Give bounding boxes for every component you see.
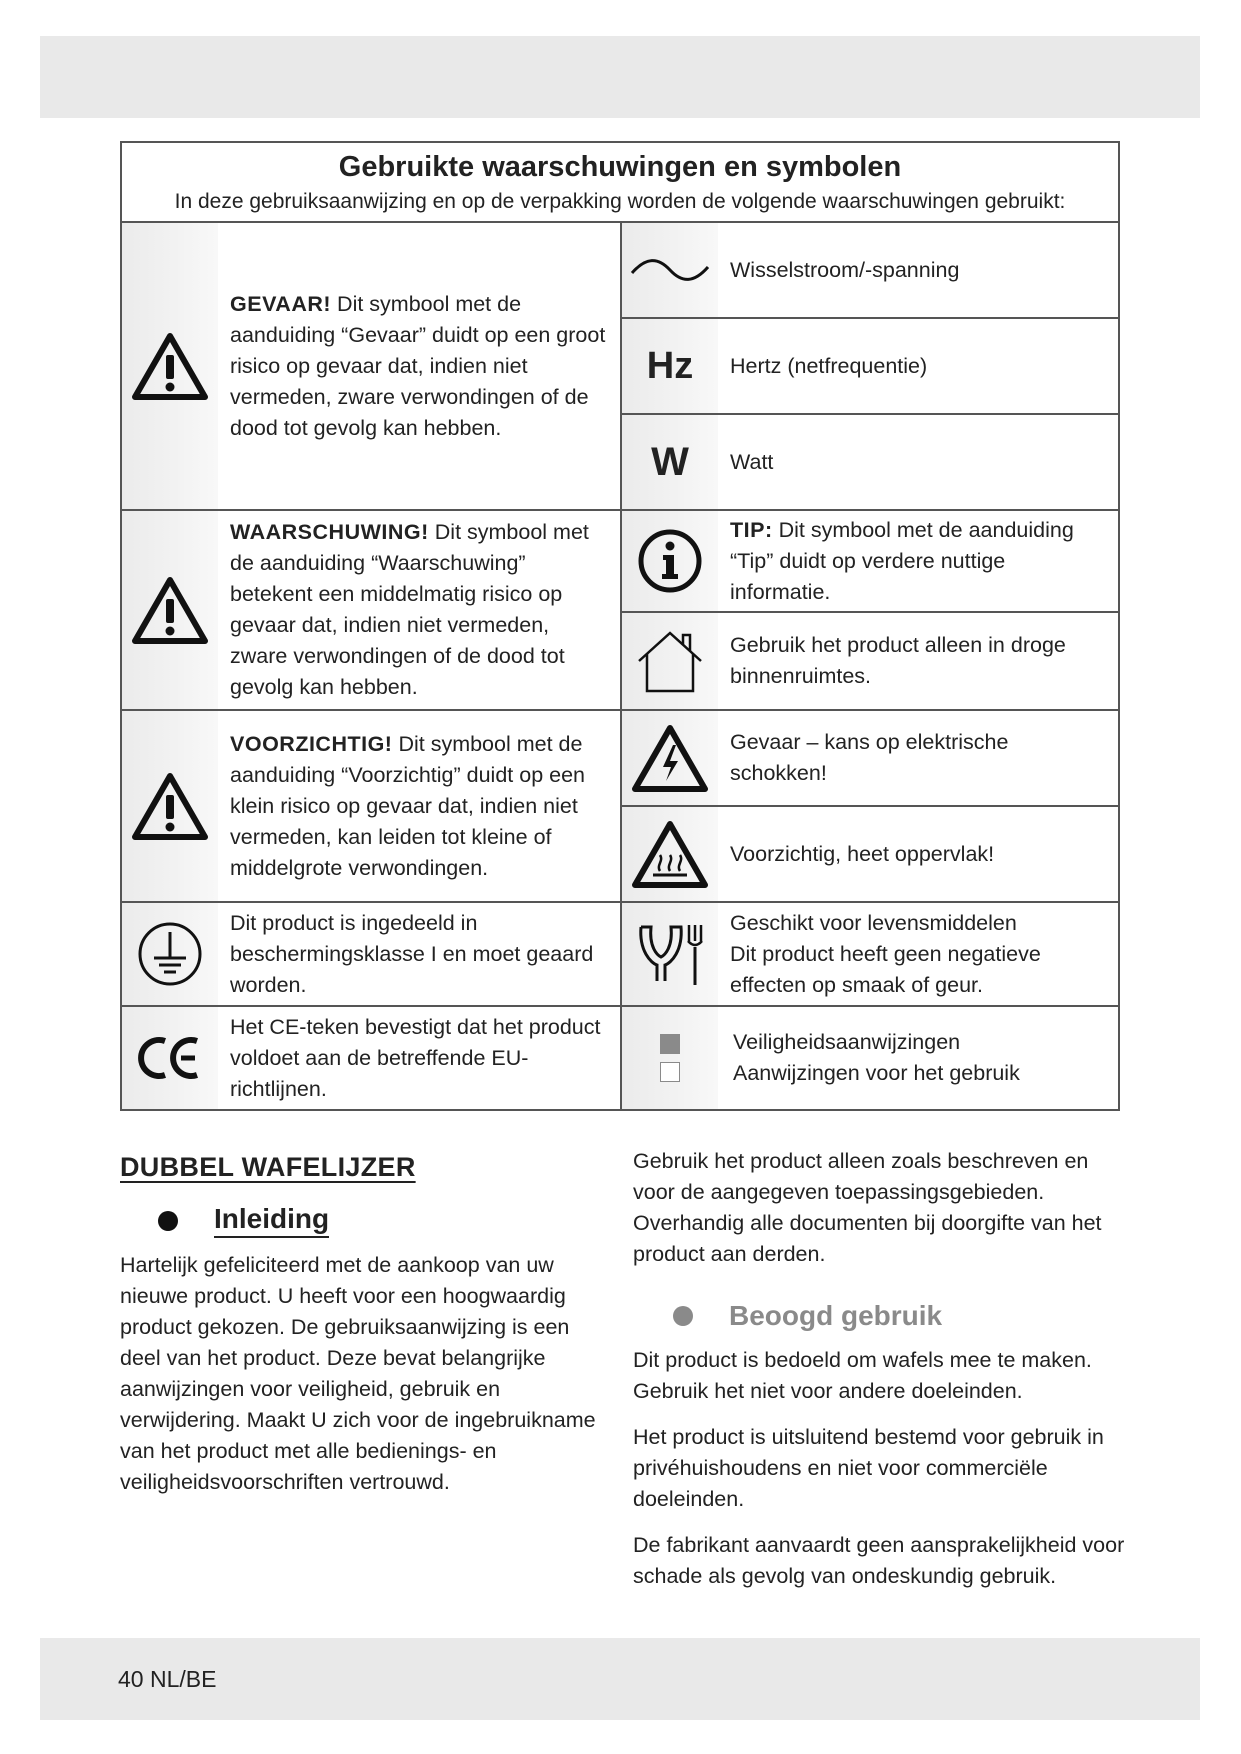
- row-binnenruimtes: [622, 613, 1118, 709]
- header-band: [40, 36, 1200, 118]
- hertz-icon: Hz: [646, 344, 694, 387]
- tip-lead: TIP:: [730, 517, 773, 542]
- private-use-paragraph: Het product is uitsluitend bestemd voor gebruik in privéhuishoudens en niet voor commerciële doeleinden.: [633, 1425, 1104, 1511]
- warning-triangle-icon: [131, 575, 209, 645]
- danger-triangle-icon: [131, 331, 209, 401]
- row-heet-oppervlak: [622, 807, 1118, 901]
- hertz-text: Hertz (netfrequentie): [730, 353, 928, 378]
- symbol-table: [120, 141, 1120, 1111]
- table-header: [122, 143, 1118, 223]
- veiligheidsaanwijzingen-text: Veiligheidsaanwijzingen: [733, 1030, 961, 1054]
- intro-body: Hartelijk gefeliciteerd met de aankoop van uw nieuwe product. U heeft voor een hoogwaardig product gekozen. De gebruiksaanwijzing is een deel van het product. Deze bevat belangrijke aanwijzingen voor veiligheid, gebruik en verwijdering. Maakt U zich voor de ingebruikname van het product met alle bedienings- en veiligheidsvoorschriften vertrouwd.: [120, 1253, 596, 1494]
- row-waarschuwing: [122, 511, 620, 709]
- table-title: Gebruikte waarschuwingen en symbolen: [338, 151, 902, 183]
- binnenruimtes-text: Gebruik het product alleen in droge binnenruimtes.: [730, 633, 1066, 688]
- gevaar-lead: GEVAAR!: [230, 291, 332, 316]
- voorzichtig-lead: VOORZICHTIG!: [230, 731, 393, 756]
- empty-square-icon: [660, 1062, 680, 1082]
- bullet-icon: [158, 1211, 178, 1231]
- page-number: 40 NL/BE: [118, 1666, 217, 1692]
- beschermingsklasse-text: Dit product is ingedeeld in beschermingsklasse I en moet geaard worden.: [230, 910, 594, 997]
- row-ce: [122, 1007, 620, 1109]
- intro-heading: [158, 1203, 329, 1238]
- row-voorzichtig: [122, 711, 620, 901]
- levensmiddelen-text-2: Dit product heeft geen negatieve effecten op smaak of geur.: [730, 941, 1041, 997]
- hot-surface-icon: [631, 819, 709, 889]
- gebruiksaanwijzingen-text: Aanwijzingen voor het gebruik: [733, 1061, 1020, 1085]
- row-wisselstroom: [622, 223, 1118, 317]
- alternating-current-icon: [628, 255, 712, 285]
- info-icon: [637, 528, 703, 594]
- tip-text: Dit symbool met de aanduiding “Tip” duidt op verdere nuttige informatie.: [730, 517, 1074, 604]
- row-hertz: [622, 319, 1118, 413]
- gevaar-text: Dit symbool met de aanduiding “Gevaar” duidt op een groot risico op gevaar dat, indien niet vermeden, zware verwondingen of de dood tot gevolg kan hebben.: [230, 291, 606, 440]
- electric-shock-icon: [631, 723, 709, 793]
- elektrische-schokken-text: Gevaar – kans op elektrische schokken!: [730, 730, 1009, 785]
- watt-text: Watt: [730, 449, 774, 474]
- ce-mark-icon: [137, 1035, 203, 1081]
- row-elektrische-schokken: [622, 711, 1118, 805]
- waarschuwing-lead: WAARSCHUWING!: [230, 520, 429, 544]
- caution-triangle-icon: [131, 771, 209, 841]
- row-gevaar: [122, 223, 620, 509]
- food-safe-icon: [633, 919, 707, 989]
- heet-oppervlak-text: Voorzichtig, heet oppervlak!: [730, 841, 995, 866]
- row-beschermingsklasse: [122, 903, 620, 1005]
- waarschuwing-text: Dit symbool met de aanduiding “Waarschuwing” betekent een middelmatig risico op gevaar dat, indien niet vermeden, zware verwondingen of de dood tot gevolg kan hebben.: [230, 520, 589, 699]
- liability-paragraph: De fabrikant aanvaardt geen aansprakelijkheid voor schade als gevolg van ondeskundig gebruik.: [633, 1533, 1125, 1588]
- square-legend-icon: [660, 1034, 680, 1082]
- row-tip: [622, 511, 1118, 611]
- purpose-paragraph: Dit product is bedoeld om wafels mee te maken. Gebruik het niet voor andere doeleinden.: [633, 1348, 1092, 1403]
- table-subtitle: In deze gebruiksaanwijzing en op de verpakking worden de volgende waarschuwingen gebruikt:: [174, 190, 1066, 213]
- wisselstroom-text: Wisselstroom/-spanning: [730, 257, 960, 282]
- bullet-icon: [673, 1306, 693, 1326]
- watt-icon: W: [651, 439, 689, 484]
- row-aanwijzingen: [622, 1007, 1118, 1109]
- row-watt: [622, 415, 1118, 509]
- house-icon: [633, 627, 707, 695]
- beoogd-gebruik-heading-text: Beoogd gebruik: [729, 1300, 943, 1331]
- intro-heading-text: Inleiding: [214, 1203, 329, 1238]
- voorzichtig-text: Dit symbool met de aanduiding “Voorzichtig” duidt op een klein risico op gevaar dat, indien niet vermeden, kan leiden tot kleine of middelgrote verwondingen.: [230, 731, 586, 880]
- beoogd-gebruik-heading: [673, 1300, 942, 1332]
- row-levensmiddelen: [622, 903, 1118, 1005]
- filled-square-icon: [660, 1034, 680, 1054]
- product-title: DUBBEL WAFELIJZER: [120, 1152, 416, 1182]
- usage-paragraph: Gebruik het product alleen zoals beschreven en voor de aangegeven toepassingsgebieden. Overhandig alle documenten bij doorgifte van het product aan derden.: [633, 1149, 1102, 1266]
- levensmiddelen-text: Geschikt voor levensmiddelen: [730, 910, 1017, 935]
- ce-text: Het CE-teken bevestigt dat het product voldoet aan de betreffende EU-richtlijnen.: [230, 1014, 601, 1101]
- protective-earth-icon: [136, 920, 204, 988]
